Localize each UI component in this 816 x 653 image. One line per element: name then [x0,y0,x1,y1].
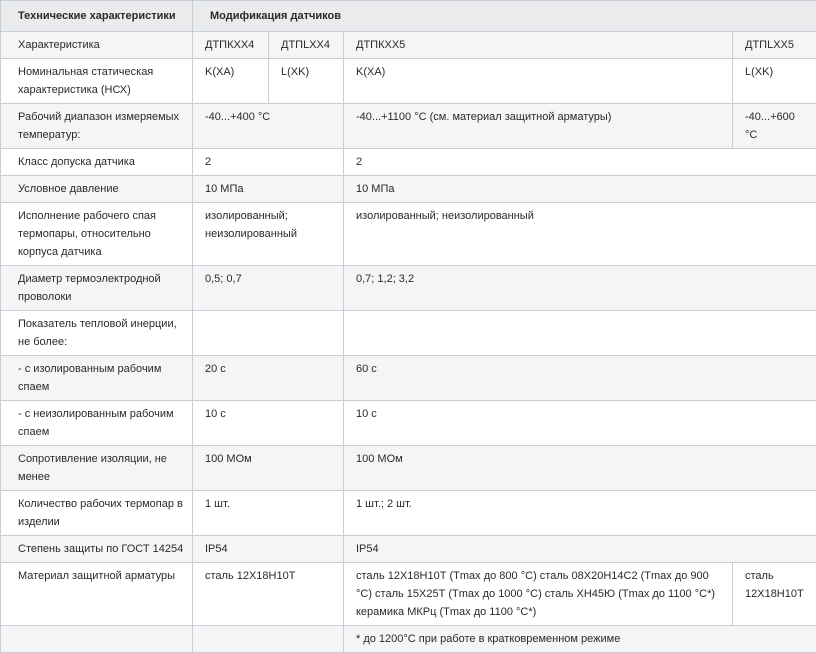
cell-value: 0,5; 0,7 [193,266,344,311]
table-row [1,203,816,266]
cell-value: 100 МОм [193,446,344,491]
header-specs: Технические характеристики [1,1,193,32]
table-row [1,446,816,491]
cell-value: IP54 [344,536,816,563]
table-row [1,491,816,536]
row-label: Показатель тепловой инерции, не более: [1,311,193,356]
row-label: Сопротивление изоляции, не менее [1,446,193,491]
table-row [1,266,816,311]
empty-cell [193,626,344,653]
table-row [1,563,816,626]
cell-value: ДТПLXX5 [733,32,816,59]
cell-value: 100 МОм [344,446,816,491]
cell-value: K(XA) [344,59,733,104]
table-row [1,176,816,203]
cell-value: -40...+1100 °C (см. материал защитной арматуры) [344,104,733,149]
table-row [1,104,816,149]
cell-value: 20 с [193,356,344,401]
cell-value [193,311,344,356]
cell-value [344,311,816,356]
row-label: Номинальная статическая характеристика (НСХ) [1,59,193,104]
cell-value: 0,7; 1,2; 3,2 [344,266,816,311]
cell-value: сталь 12Х18Н10Т [193,563,344,626]
row-label: Материал защитной арматуры [1,563,193,626]
row-label: Степень защиты по ГОСТ 14254 [1,536,193,563]
cell-value: K(XA) [193,59,269,104]
cell-value: ДТПКХХ4 [193,32,269,59]
cell-value: L(XK) [733,59,816,104]
header-modifications: Модификация датчиков [193,1,816,32]
cell-value: 10 с [344,401,816,446]
row-label: Условное давление [1,176,193,203]
cell-value: 10 МПа [344,176,816,203]
cell-value: 60 с [344,356,816,401]
table-row [1,536,816,563]
cell-value: ДТПLXX4 [269,32,344,59]
cell-value: 10 с [193,401,344,446]
cell-value: 2 [344,149,816,176]
row-label: Класс допуска датчика [1,149,193,176]
footnote: * до 1200°C при работе в кратковременном режиме [344,626,816,653]
cell-value: сталь 12Х18Н10Т (Tmax до 800 °C) сталь 08Х20Н14С2 (Tmax до 900 °C) сталь 15Х25Т (Tmax до 1000 °C) сталь ХН45Ю (Tmax до 1100 °C*) керамика МКРц (Tmax до 1100 °C*) [344,563,733,626]
table-row [1,401,816,446]
row-label: - с изолированным рабочим спаем [1,356,193,401]
cell-value: 10 МПа [193,176,344,203]
row-label: Исполнение рабочего спая термопары, относительно корпуса датчика [1,203,193,266]
cell-value: изолированный; неизолированный [344,203,816,266]
row-label: Количество рабочих термопар в изделии [1,491,193,536]
table-header-row [1,1,816,32]
table-row [1,59,816,104]
table-row [1,149,816,176]
cell-value: -40...+400 °C [193,104,344,149]
cell-value: 1 шт. [193,491,344,536]
table-row [1,356,816,401]
cell-value: изолированный; неизолированный [193,203,344,266]
row-label: Характеристика [1,32,193,59]
cell-value: 1 шт.; 2 шт. [344,491,816,536]
cell-value: -40...+600 °C [733,104,816,149]
cell-value: ДТПКХХ5 [344,32,733,59]
cell-value: сталь 12Х18Н10Т [733,563,816,626]
row-label: - с неизолированным рабочим спаем [1,401,193,446]
table-row [1,32,816,59]
row-label: Рабочий диапазон измеряемых температур: [1,104,193,149]
table-row [1,626,816,653]
cell-value: L(XK) [269,59,344,104]
table-row [1,311,816,356]
empty-cell [1,626,193,653]
row-label: Диаметр термоэлектродной проволоки [1,266,193,311]
cell-value: 2 [193,149,344,176]
cell-value: IP54 [193,536,344,563]
